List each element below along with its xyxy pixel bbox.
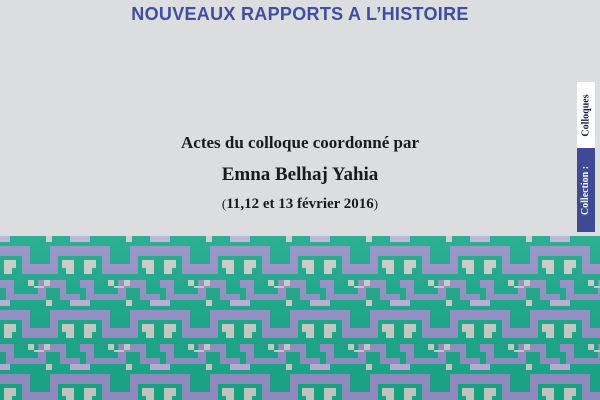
colloquium-dates bbox=[0, 196, 600, 213]
collection-label: Collection : bbox=[580, 165, 592, 215]
collection-name-box bbox=[577, 82, 595, 148]
proceedings-line: Actes du colloque coordonné par bbox=[181, 133, 419, 152]
collection-tab bbox=[577, 82, 595, 232]
collection-name: Colloques bbox=[580, 93, 592, 137]
collection-label-box bbox=[577, 148, 595, 232]
book-title: NOUVEAUX RAPPORTS A L’HISTOIRE bbox=[131, 4, 469, 24]
dates-close-paren: ) bbox=[373, 196, 379, 211]
editor-name: Emna Belhaj Yahia bbox=[221, 164, 379, 185]
dates-text: 11,12 et 13 février 2016 bbox=[226, 196, 374, 212]
geometric-pattern-image bbox=[0, 236, 600, 400]
dates-open-paren: ( bbox=[221, 196, 227, 211]
